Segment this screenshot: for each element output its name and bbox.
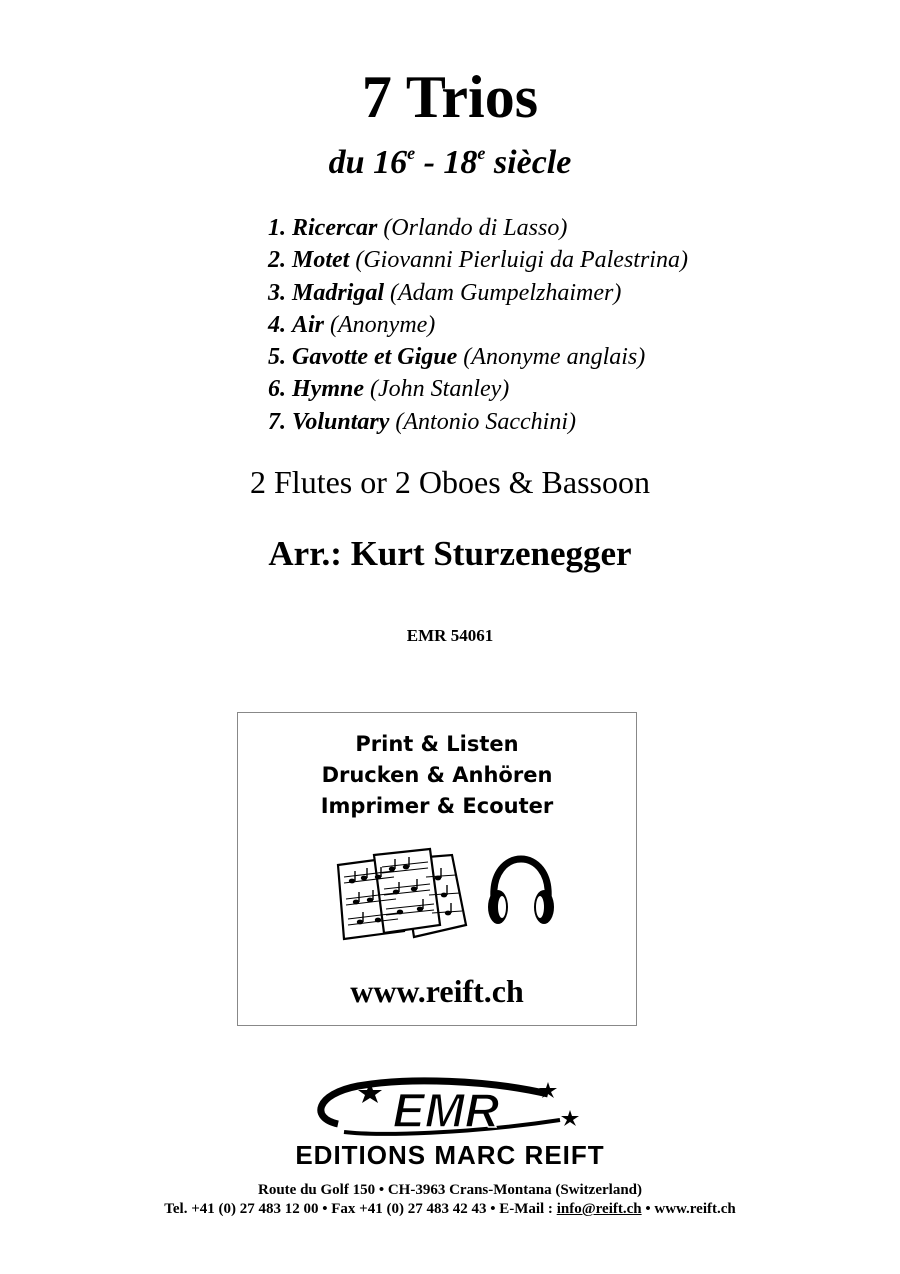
piece-composer: (Giovanni Pierluigi da Palestrina) — [355, 247, 688, 274]
email-link[interactable]: info@reift.ch — [556, 1201, 642, 1217]
publisher-contact — [0, 1199, 900, 1219]
piece-number: 1. — [268, 215, 286, 241]
list-item — [268, 309, 688, 341]
piece-number: 5. — [268, 344, 286, 371]
list-item — [268, 244, 688, 276]
publisher-name: EDITIONS MARC REIFT — [295, 1140, 605, 1170]
piece-number: 6. — [268, 376, 286, 403]
list-item — [268, 373, 688, 405]
emr-logo — [298, 1074, 588, 1138]
list-item — [268, 277, 688, 309]
subtitle-middle: - 18 — [415, 144, 478, 181]
piece-name: Motet — [292, 247, 350, 274]
catalog-code: EMR 54061 — [406, 626, 494, 645]
publisher-address: Route du Golf 150 • CH-3963 Crans-Montana (Switzerland) — [258, 1182, 642, 1198]
piece-name: Ricercar — [292, 215, 378, 241]
promo-line-french: Imprimer & Ecouter — [320, 794, 554, 818]
piece-name: Madrigal — [292, 279, 385, 306]
piece-number: 7. — [268, 408, 286, 435]
headphones-icon — [484, 853, 558, 931]
instrumentation: 2 Flutes or 2 Oboes & Bassoon — [250, 464, 650, 500]
piece-composer: (Adam Gumpelzhaimer) — [390, 279, 622, 306]
promo-website[interactable]: www.reift.ch — [350, 973, 524, 1009]
piece-name: Hymne — [292, 376, 364, 403]
piece-list — [268, 212, 688, 438]
piece-name: Air — [292, 311, 325, 338]
emr-logo-text: EMR — [392, 1085, 500, 1138]
arranger: Arr.: Kurt Sturzenegger — [268, 534, 632, 573]
piece-number: 4. — [268, 311, 286, 338]
promo-line-english: Print & Listen — [355, 732, 519, 756]
contact-website: • www.reift.ch — [641, 1201, 736, 1217]
contact-phone-fax: Tel. +41 (0) 27 483 12 00 • Fax +41 (0) 27 483 42 43 • E-Mail : — [164, 1201, 557, 1217]
piece-composer: (John Stanley) — [370, 376, 510, 403]
list-item — [268, 406, 688, 438]
piece-composer: (Anonyme anglais) — [463, 344, 646, 371]
promo-line-german: Drucken & Anhören — [321, 763, 553, 787]
subtitle-suffix: siècle — [485, 144, 572, 181]
list-item — [268, 341, 688, 373]
piece-number: 3. — [268, 279, 286, 306]
piece-composer: (Anonyme) — [330, 311, 436, 338]
piece-number: 2. — [268, 247, 286, 274]
subtitle-prefix: du 16 — [328, 144, 408, 181]
piece-composer: (Antonio Sacchini) — [395, 408, 576, 435]
print-listen-box — [237, 712, 637, 1026]
subtitle-superscript-1: e — [407, 143, 416, 163]
piece-composer: (Orlando di Lasso) — [383, 215, 568, 241]
page-title: 7 Trios — [361, 64, 539, 130]
page-subtitle — [0, 140, 900, 186]
piece-name: Gavotte et Gigue — [292, 344, 458, 371]
sheet-music-icon — [334, 847, 468, 943]
piece-name: Voluntary — [292, 408, 390, 435]
list-item — [268, 212, 688, 244]
subtitle-superscript-2: e — [477, 143, 486, 163]
